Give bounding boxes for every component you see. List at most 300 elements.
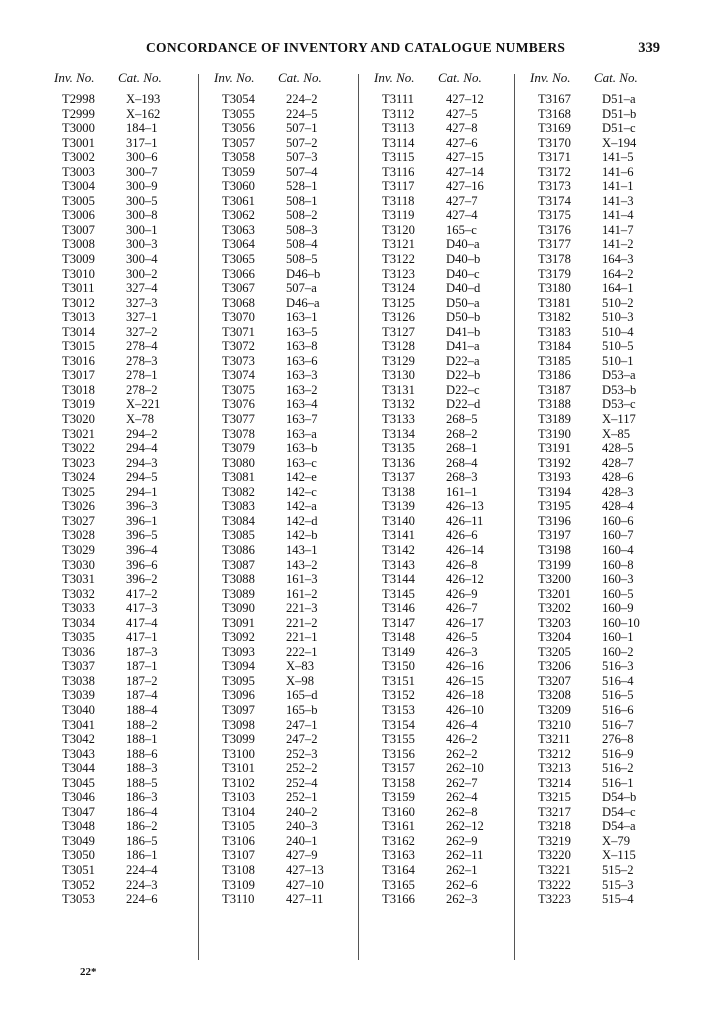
cat-no: D22–b <box>446 368 481 383</box>
inv-no: T3172 <box>538 164 571 179</box>
inv-no: T3192 <box>538 455 571 470</box>
inv-no: T3064 <box>222 237 255 252</box>
table-row <box>360 819 518 834</box>
inv-no: T3096 <box>222 688 255 703</box>
cat-no: 247–1 <box>286 717 318 732</box>
inv-no: T3085 <box>222 528 255 543</box>
cat-no: 427–5 <box>446 106 478 121</box>
inv-no: T3178 <box>538 252 571 267</box>
cat-no: 300–6 <box>126 150 158 165</box>
table-row <box>200 107 358 122</box>
column-rows <box>200 92 358 907</box>
inv-no: T3092 <box>222 630 255 645</box>
cat-no: 164–3 <box>602 252 634 267</box>
table-row <box>40 805 198 820</box>
inv-no: T3081 <box>222 470 255 485</box>
table-row <box>516 674 674 689</box>
table-row <box>40 121 198 136</box>
table-row <box>40 136 198 151</box>
column-rows <box>360 92 518 907</box>
table-row <box>200 194 358 209</box>
table-row <box>360 572 518 587</box>
inv-no: T3189 <box>538 412 571 427</box>
table-row <box>360 499 518 514</box>
table-row <box>40 776 198 791</box>
column-header <box>360 70 518 86</box>
table-row <box>360 601 518 616</box>
table-row <box>200 150 358 165</box>
table-row <box>360 834 518 849</box>
cat-no: 427–6 <box>446 135 478 150</box>
inv-no-header: Inv. No. <box>54 70 95 85</box>
column-header <box>200 70 358 86</box>
inv-no: T3188 <box>538 397 571 412</box>
table-row <box>516 397 674 412</box>
cat-no: D51–a <box>602 92 636 106</box>
cat-no: 396–3 <box>126 499 158 514</box>
table-row <box>516 179 674 194</box>
cat-no: 163–3 <box>286 368 318 383</box>
cat-no: 268–3 <box>446 470 478 485</box>
inv-no: T3059 <box>222 164 255 179</box>
inv-no: T3177 <box>538 237 571 252</box>
cat-no: 268–5 <box>446 412 478 427</box>
inv-no: T3125 <box>382 295 415 310</box>
inv-no: T3013 <box>62 310 95 325</box>
cat-no: 300–4 <box>126 252 158 267</box>
inv-no: T3027 <box>62 513 95 528</box>
inv-no: T3017 <box>62 368 95 383</box>
cat-no: 426–5 <box>446 630 478 645</box>
table-row <box>516 470 674 485</box>
table-row <box>360 296 518 311</box>
table-row <box>200 601 358 616</box>
cat-no: 294–1 <box>126 484 158 499</box>
cat-no: 186–5 <box>126 833 158 848</box>
cat-no: 427–12 <box>446 92 484 106</box>
table-row <box>516 514 674 529</box>
table-row <box>360 485 518 500</box>
table-row <box>516 237 674 252</box>
cat-no: 300–3 <box>126 237 158 252</box>
inv-no: T3005 <box>62 193 95 208</box>
table-row <box>360 776 518 791</box>
inv-no: T3008 <box>62 237 95 252</box>
inv-no: T3187 <box>538 382 571 397</box>
inv-no: T3033 <box>62 601 95 616</box>
table-row <box>200 252 358 267</box>
cat-no: 507–4 <box>286 164 318 179</box>
cat-no-header: Cat. No. <box>118 70 162 85</box>
column-divider <box>358 74 359 960</box>
inv-no: T3159 <box>382 790 415 805</box>
table-row <box>40 688 198 703</box>
cat-no: 141–2 <box>602 237 634 252</box>
concordance-table <box>40 70 674 970</box>
table-row <box>40 237 198 252</box>
cat-no: 163–a <box>286 426 317 441</box>
cat-no: 160–4 <box>602 542 634 557</box>
table-row <box>40 761 198 776</box>
cat-no: D40–a <box>446 237 480 252</box>
inv-no: T3146 <box>382 601 415 616</box>
cat-no: 141–7 <box>602 222 634 237</box>
inv-no: T3132 <box>382 397 415 412</box>
inv-no: T3134 <box>382 426 415 441</box>
table-row <box>516 587 674 602</box>
inv-no: T3154 <box>382 717 415 732</box>
inv-no: T3026 <box>62 499 95 514</box>
inv-no: T3191 <box>538 441 571 456</box>
table-row <box>516 878 674 893</box>
table-row <box>200 616 358 631</box>
cat-no: 188–1 <box>126 732 158 747</box>
table-row <box>200 499 358 514</box>
inv-no: T3043 <box>62 746 95 761</box>
inv-no: T3039 <box>62 688 95 703</box>
cat-no: X–162 <box>126 106 161 121</box>
cat-no: 187–1 <box>126 659 158 674</box>
inv-no: T3142 <box>382 542 415 557</box>
table-row <box>516 528 674 543</box>
cat-no: D40–d <box>446 281 481 296</box>
table-row <box>360 208 518 223</box>
cat-no: 516–5 <box>602 688 634 703</box>
inv-no: T3079 <box>222 441 255 456</box>
table-row <box>360 354 518 369</box>
inv-no: T2999 <box>62 106 95 121</box>
cat-no: 427–11 <box>286 892 324 907</box>
cat-no: 300–9 <box>126 179 158 194</box>
table-row <box>40 543 198 558</box>
inv-no: T3160 <box>382 804 415 819</box>
table-row <box>516 558 674 573</box>
inv-no: T3127 <box>382 324 415 339</box>
cat-no: 143–1 <box>286 542 318 557</box>
inv-no: T3161 <box>382 819 415 834</box>
cat-no: 164–1 <box>602 281 634 296</box>
table-row <box>516 485 674 500</box>
cat-no: 510–1 <box>602 353 634 368</box>
table-row <box>40 208 198 223</box>
cat-no: D22–d <box>446 397 481 412</box>
inv-no: T3050 <box>62 848 95 863</box>
cat-no: 428–3 <box>602 484 634 499</box>
table-row <box>360 558 518 573</box>
cat-no: 300–8 <box>126 208 158 223</box>
inv-no: T3123 <box>382 266 415 281</box>
inv-no: T3100 <box>222 746 255 761</box>
cat-no: 186–2 <box>126 819 158 834</box>
cat-no: 417–2 <box>126 586 158 601</box>
table-row <box>200 456 358 471</box>
table-row <box>200 630 358 645</box>
inv-no: T3052 <box>62 877 95 892</box>
cat-no: 427–16 <box>446 179 484 194</box>
table-row <box>516 805 674 820</box>
cat-no: 188–6 <box>126 746 158 761</box>
inv-no: T3089 <box>222 586 255 601</box>
table-row <box>40 630 198 645</box>
inv-no: T3060 <box>222 179 255 194</box>
cat-no: 224–6 <box>126 892 158 907</box>
table-row <box>360 659 518 674</box>
table-row <box>40 194 198 209</box>
cat-no: D54–c <box>602 804 636 819</box>
table-row <box>40 92 198 107</box>
inv-no: T3024 <box>62 470 95 485</box>
cat-no: X–193 <box>126 92 161 106</box>
inv-no: T3071 <box>222 324 255 339</box>
inv-no: T3152 <box>382 688 415 703</box>
cat-no: 510–5 <box>602 339 634 354</box>
cat-no: 300–7 <box>126 164 158 179</box>
table-row <box>360 863 518 878</box>
table-row <box>360 237 518 252</box>
cat-no: 427–4 <box>446 208 478 223</box>
inv-no: T3112 <box>382 106 415 121</box>
cat-no: 141–6 <box>602 164 634 179</box>
cat-no: 142–b <box>286 528 318 543</box>
table-row <box>360 456 518 471</box>
inv-no: T3067 <box>222 281 255 296</box>
cat-no: D54–a <box>602 819 636 834</box>
cat-no: D51–b <box>602 106 637 121</box>
table-row <box>360 397 518 412</box>
table-row <box>360 92 518 107</box>
table-row <box>516 659 674 674</box>
cat-no: X–85 <box>602 426 630 441</box>
inv-no: T3111 <box>382 92 414 106</box>
cat-no: 262–4 <box>446 790 478 805</box>
cat-no: 417–4 <box>126 615 158 630</box>
inv-no: T3049 <box>62 833 95 848</box>
inv-no: T3093 <box>222 644 255 659</box>
table-row <box>360 688 518 703</box>
cat-no: D22–a <box>446 353 480 368</box>
cat-no: 300–5 <box>126 193 158 208</box>
table-row <box>200 878 358 893</box>
cat-no: 294–4 <box>126 441 158 456</box>
cat-no: 224–2 <box>286 92 318 106</box>
inv-no: T3101 <box>222 761 255 776</box>
inv-no: T3186 <box>538 368 571 383</box>
table-row <box>40 107 198 122</box>
table-row <box>200 790 358 805</box>
cat-no: 507–3 <box>286 150 318 165</box>
cat-no: D46–b <box>286 266 321 281</box>
inv-no: T3116 <box>382 164 415 179</box>
table-row <box>360 121 518 136</box>
table-row <box>40 354 198 369</box>
table-row <box>40 470 198 485</box>
table-row <box>360 878 518 893</box>
cat-no: 516–7 <box>602 717 634 732</box>
table-row <box>200 718 358 733</box>
table-row <box>516 194 674 209</box>
inv-no: T3016 <box>62 353 95 368</box>
cat-no: 268–4 <box>446 455 478 470</box>
inv-no: T3200 <box>538 572 571 587</box>
table-row <box>40 368 198 383</box>
inv-no: T3205 <box>538 644 571 659</box>
inv-no: T3218 <box>538 819 571 834</box>
cat-no: 165–c <box>446 222 477 237</box>
table-row <box>516 92 674 107</box>
cat-no: 160–6 <box>602 513 634 528</box>
table-row <box>516 601 674 616</box>
cat-no: 240–1 <box>286 833 318 848</box>
table-row <box>516 427 674 442</box>
cat-no: 327–2 <box>126 324 158 339</box>
cat-no: 508–3 <box>286 222 318 237</box>
cat-no: 427–14 <box>446 164 484 179</box>
inv-no: T3168 <box>538 106 571 121</box>
cat-no: X–83 <box>286 659 314 674</box>
inv-no: T3038 <box>62 673 95 688</box>
table-row <box>516 848 674 863</box>
inv-no: T3151 <box>382 673 415 688</box>
cat-no: 426–15 <box>446 673 484 688</box>
cat-no: 507–a <box>286 281 317 296</box>
inv-no: T3037 <box>62 659 95 674</box>
table-row <box>360 514 518 529</box>
table-row <box>360 703 518 718</box>
inv-no: T3020 <box>62 412 95 427</box>
inv-no: T3126 <box>382 310 415 325</box>
table-row <box>200 223 358 238</box>
cat-no: 300–1 <box>126 222 158 237</box>
table-row <box>360 281 518 296</box>
table-row <box>40 441 198 456</box>
column-divider <box>198 74 199 960</box>
inv-no: T3204 <box>538 630 571 645</box>
table-row <box>40 645 198 660</box>
cat-no: 221–3 <box>286 601 318 616</box>
inv-no: T3169 <box>538 121 571 136</box>
cat-no: 516–2 <box>602 761 634 776</box>
cat-no: X–117 <box>602 412 636 427</box>
cat-no: D51–c <box>602 121 636 136</box>
cat-no: 327–3 <box>126 295 158 310</box>
table-row <box>516 499 674 514</box>
table-row <box>200 165 358 180</box>
cat-no: 188–4 <box>126 702 158 717</box>
cat-no: 426–14 <box>446 542 484 557</box>
page-title: CONCORDANCE OF INVENTORY AND CATALOGUE NUMBERS <box>146 40 566 55</box>
table-row <box>516 645 674 660</box>
table-row <box>516 121 674 136</box>
cat-no: 262–7 <box>446 775 478 790</box>
table-row <box>360 310 518 325</box>
inv-no: T3084 <box>222 513 255 528</box>
cat-no: 427–9 <box>286 848 318 863</box>
cat-no: 510–3 <box>602 310 634 325</box>
table-row <box>200 179 358 194</box>
inv-no: T3022 <box>62 441 95 456</box>
cat-no: 327–4 <box>126 281 158 296</box>
table-row <box>200 121 358 136</box>
cat-no: 516–4 <box>602 673 634 688</box>
cat-no: 396–5 <box>126 528 158 543</box>
inv-no: T3058 <box>222 150 255 165</box>
cat-no: 160–3 <box>602 572 634 587</box>
inv-no: T3209 <box>538 702 571 717</box>
table-row <box>40 427 198 442</box>
inv-no: T3133 <box>382 412 415 427</box>
table-row <box>40 267 198 282</box>
inv-no: T3171 <box>538 150 571 165</box>
table-row <box>40 659 198 674</box>
cat-no: 417–1 <box>126 630 158 645</box>
inv-no: T3070 <box>222 310 255 325</box>
inv-no: T3032 <box>62 586 95 601</box>
cat-no: 508–2 <box>286 208 318 223</box>
cat-no: 427–15 <box>446 150 484 165</box>
inv-no: T3153 <box>382 702 415 717</box>
cat-no: 426–18 <box>446 688 484 703</box>
cat-no: D50–a <box>446 295 480 310</box>
inv-no: T3199 <box>538 557 571 572</box>
inv-no: T3110 <box>222 892 255 907</box>
table-row <box>200 863 358 878</box>
cat-no: 187–4 <box>126 688 158 703</box>
cat-no: 396–1 <box>126 513 158 528</box>
table-row <box>360 267 518 282</box>
inv-no: T3138 <box>382 484 415 499</box>
table-row <box>200 543 358 558</box>
table-row <box>200 674 358 689</box>
cat-no: 252–3 <box>286 746 318 761</box>
cat-no: 278–1 <box>126 368 158 383</box>
inv-no: T3054 <box>222 92 255 106</box>
cat-no: 427–13 <box>286 862 324 877</box>
inv-no: T3212 <box>538 746 571 761</box>
inv-no: T3141 <box>382 528 415 543</box>
table-row <box>200 92 358 107</box>
table-row <box>516 368 674 383</box>
cat-no: 426–8 <box>446 557 478 572</box>
cat-no: 160–1 <box>602 630 634 645</box>
table-row <box>40 892 198 907</box>
inv-no: T3164 <box>382 862 415 877</box>
cat-no: 160–10 <box>602 615 640 630</box>
inv-no: T3031 <box>62 572 95 587</box>
inv-no: T3163 <box>382 848 415 863</box>
cat-no: 262–9 <box>446 833 478 848</box>
inv-no: T3183 <box>538 324 571 339</box>
cat-no: 186–3 <box>126 790 158 805</box>
table-row <box>516 761 674 776</box>
table-row <box>516 339 674 354</box>
inv-no: T3102 <box>222 775 255 790</box>
table-row <box>200 383 358 398</box>
table-row <box>360 528 518 543</box>
inv-no: T3074 <box>222 368 255 383</box>
cat-no: 187–3 <box>126 644 158 659</box>
cat-no: 224–5 <box>286 106 318 121</box>
cat-no: 262–6 <box>446 877 478 892</box>
inv-no: T3158 <box>382 775 415 790</box>
table-row <box>516 325 674 340</box>
cat-no: 508–1 <box>286 193 318 208</box>
signature-mark: 22* <box>80 966 97 978</box>
table-row <box>360 747 518 762</box>
table-row <box>200 732 358 747</box>
table-column-2 <box>200 70 358 970</box>
inv-no: T3045 <box>62 775 95 790</box>
table-row <box>200 296 358 311</box>
